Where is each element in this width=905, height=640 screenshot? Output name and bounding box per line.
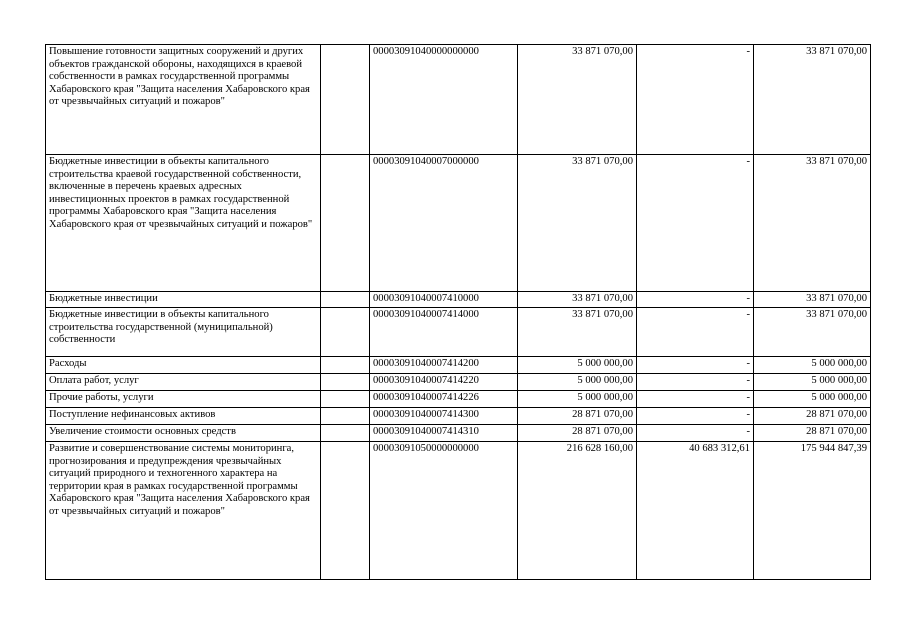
executed-amount-cell: - [637, 357, 754, 374]
empty-cell [321, 374, 370, 391]
row-code-cell: 00003091040007414226 [370, 391, 518, 408]
approved-amount-cell: 33 871 070,00 [518, 308, 637, 357]
executed-amount-cell: - [637, 45, 754, 155]
empty-cell [321, 292, 370, 308]
executed-amount-cell: 40 683 312,61 [637, 442, 754, 580]
unexecuted-amount-cell: 5 000 000,00 [754, 374, 871, 391]
row-code-cell: 00003091040007000000 [370, 155, 518, 292]
row-name-cell: Поступление нефинансовых активов [46, 408, 321, 425]
table-row [46, 391, 871, 408]
approved-amount-cell: 28 871 070,00 [518, 408, 637, 425]
approved-amount-cell: 28 871 070,00 [518, 425, 637, 442]
unexecuted-amount-cell: 5 000 000,00 [754, 357, 871, 374]
unexecuted-amount-cell: 28 871 070,00 [754, 425, 871, 442]
approved-amount-cell: 33 871 070,00 [518, 45, 637, 155]
table-row [46, 45, 871, 155]
approved-amount-cell: 216 628 160,00 [518, 442, 637, 580]
unexecuted-amount-cell: 175 944 847,39 [754, 442, 871, 580]
executed-amount-cell: - [637, 155, 754, 292]
row-name-cell: Повышение готовности защитных сооружений и других объектов гражданской обороны, находящихся в краевой собственности в рамках государственной программы Хабаровского края "Защита населения Хабаровского края от чрезвычайных ситуаций и пожаров" [46, 45, 321, 155]
empty-cell [321, 391, 370, 408]
table-row [46, 408, 871, 425]
approved-amount-cell: 5 000 000,00 [518, 374, 637, 391]
row-name-cell: Расходы [46, 357, 321, 374]
row-name-cell: Прочие работы, услуги [46, 391, 321, 408]
row-name-cell: Развитие и совершенствование системы мониторинга, прогнозирования и предупреждения чрезвычайных ситуаций природного и техногенного характера на территории края в рамках государственной программы Хабаровского края "Защита населения Хабаровского края от чрезвычайных ситуаций и пожаров" [46, 442, 321, 580]
empty-cell [321, 425, 370, 442]
row-name-cell: Бюджетные инвестиции в объекты капитального строительства государственной (муниципальной) собственности [46, 308, 321, 357]
empty-cell [321, 408, 370, 425]
row-code-cell: 00003091040007414200 [370, 357, 518, 374]
row-code-cell: 00003091040007414220 [370, 374, 518, 391]
unexecuted-amount-cell: 33 871 070,00 [754, 308, 871, 357]
table-row [46, 308, 871, 357]
row-name-cell: Бюджетные инвестиции [46, 292, 321, 308]
empty-cell [321, 155, 370, 292]
row-code-cell: 00003091040000000000 [370, 45, 518, 155]
unexecuted-amount-cell: 28 871 070,00 [754, 408, 871, 425]
approved-amount-cell: 33 871 070,00 [518, 155, 637, 292]
executed-amount-cell: - [637, 308, 754, 357]
row-name-cell: Оплата работ, услуг [46, 374, 321, 391]
budget-table [45, 44, 871, 580]
executed-amount-cell: - [637, 425, 754, 442]
executed-amount-cell: - [637, 292, 754, 308]
empty-cell [321, 357, 370, 374]
table-row [46, 374, 871, 391]
row-code-cell: 00003091050000000000 [370, 442, 518, 580]
table-row [46, 292, 871, 308]
table-row [46, 442, 871, 580]
row-code-cell: 00003091040007414000 [370, 308, 518, 357]
row-name-cell: Увеличение стоимости основных средств [46, 425, 321, 442]
row-code-cell: 00003091040007414310 [370, 425, 518, 442]
executed-amount-cell: - [637, 408, 754, 425]
unexecuted-amount-cell: 5 000 000,00 [754, 391, 871, 408]
unexecuted-amount-cell: 33 871 070,00 [754, 45, 871, 155]
unexecuted-amount-cell: 33 871 070,00 [754, 292, 871, 308]
unexecuted-amount-cell: 33 871 070,00 [754, 155, 871, 292]
table-row [46, 425, 871, 442]
empty-cell [321, 45, 370, 155]
empty-cell [321, 442, 370, 580]
table-row [46, 155, 871, 292]
approved-amount-cell: 5 000 000,00 [518, 357, 637, 374]
empty-cell [321, 308, 370, 357]
row-code-cell: 00003091040007410000 [370, 292, 518, 308]
row-name-cell: Бюджетные инвестиции в объекты капитального строительства краевой государственной собственности, включенные в перечень краевых адресных инвестиционных проектов в рамках государственной программы Хабаровского края "Защита населения Хабаровского края от чрезвычайных ситуаций и пожаров" [46, 155, 321, 292]
table-row [46, 357, 871, 374]
approved-amount-cell: 5 000 000,00 [518, 391, 637, 408]
row-code-cell: 00003091040007414300 [370, 408, 518, 425]
executed-amount-cell: - [637, 374, 754, 391]
executed-amount-cell: - [637, 391, 754, 408]
approved-amount-cell: 33 871 070,00 [518, 292, 637, 308]
